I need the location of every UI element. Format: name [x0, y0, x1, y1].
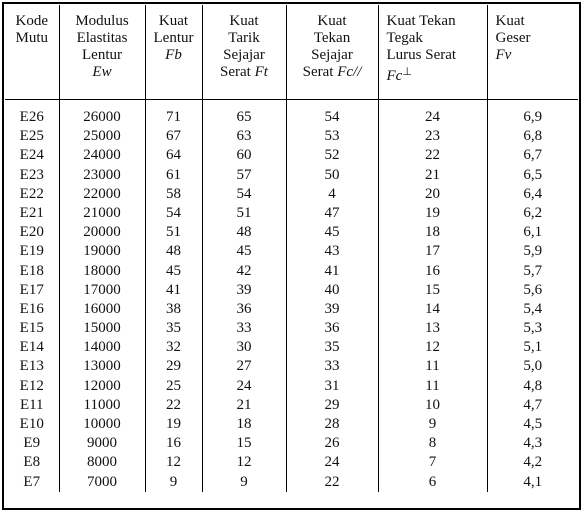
cell-modulus: 11000 — [59, 396, 145, 415]
cell-kuat-tekan: 52 — [286, 146, 378, 165]
table-frame — [2, 2, 581, 510]
table-row — [5, 453, 578, 472]
cell-kuat-tekan-tegak: 24 — [378, 100, 487, 128]
cell-kuat-lentur: 45 — [145, 262, 202, 281]
table-row — [5, 223, 578, 242]
cell-kuat-geser: 4,8 — [487, 377, 578, 396]
cell-kuat-tekan-tegak: 21 — [378, 166, 487, 185]
table-row — [5, 281, 578, 300]
cell-modulus: 13000 — [59, 357, 145, 376]
cell-kuat-lentur: 29 — [145, 357, 202, 376]
cell-kuat-tarik: 42 — [202, 262, 286, 281]
cell-kuat-tarik: 21 — [202, 396, 286, 415]
cell-kuat-geser: 6,8 — [487, 127, 578, 146]
cell-modulus: 9000 — [59, 434, 145, 453]
table-row — [5, 166, 578, 185]
cell-kuat-geser: 5,9 — [487, 242, 578, 261]
cell-modulus: 17000 — [59, 281, 145, 300]
cell-kuat-tekan: 26 — [286, 434, 378, 453]
cell-kode-mutu: E13 — [19, 358, 44, 375]
cell-kuat-tarik: 39 — [202, 281, 286, 300]
cell-kuat-geser: 4,3 — [487, 434, 578, 453]
cell-kuat-tekan-tegak: 13 — [378, 319, 487, 338]
cell-kuat-tekan-tegak: 17 — [378, 242, 487, 261]
table-row — [5, 396, 578, 415]
cell-kuat-tarik: 12 — [202, 453, 286, 472]
table-row — [5, 473, 578, 492]
cell-modulus: 12000 — [59, 377, 145, 396]
cell-kuat-tekan: 35 — [286, 338, 378, 357]
cell-kuat-tekan-tegak: 20 — [378, 185, 487, 204]
cell-kuat-tekan-tegak: 12 — [378, 338, 487, 357]
cell-kuat-tarik: 9 — [202, 473, 286, 492]
cell-modulus: 19000 — [59, 242, 145, 261]
cell-kuat-lentur: 71 — [145, 100, 202, 128]
cell-kode-mutu: E19 — [19, 243, 44, 260]
cell-kuat-tekan-tegak: 9 — [378, 415, 487, 434]
cell-kuat-tekan-tegak: 11 — [378, 377, 487, 396]
cell-kuat-lentur: 19 — [145, 415, 202, 434]
cell-kuat-geser: 5,3 — [487, 319, 578, 338]
cell-kuat-tarik: 65 — [202, 100, 286, 128]
cell-kuat-lentur: 9 — [145, 473, 202, 492]
cell-kuat-geser: 6,4 — [487, 185, 578, 204]
cell-kode-mutu: E15 — [19, 320, 44, 337]
cell-kuat-tekan-tegak: 23 — [378, 127, 487, 146]
cell-kode-mutu: E25 — [19, 128, 44, 145]
cell-kuat-lentur: 54 — [145, 204, 202, 223]
cell-modulus: 7000 — [59, 473, 145, 492]
cell-modulus: 20000 — [59, 223, 145, 242]
cell-kuat-tekan-tegak: 14 — [378, 300, 487, 319]
table-row — [5, 415, 578, 434]
cell-kuat-geser: 4,5 — [487, 415, 578, 434]
table-row — [5, 100, 578, 128]
table-row — [5, 185, 578, 204]
cell-modulus: 14000 — [59, 338, 145, 357]
cell-kuat-tekan: 4 — [286, 185, 378, 204]
cell-kode-mutu: E10 — [19, 416, 44, 432]
cell-kuat-lentur: 22 — [145, 396, 202, 415]
cell-kuat-lentur: 51 — [145, 223, 202, 242]
cell-kuat-lentur: 25 — [145, 377, 202, 396]
cell-modulus: 18000 — [59, 262, 145, 281]
table-row — [5, 357, 578, 376]
cell-kuat-geser: 5,0 — [487, 357, 578, 376]
cell-kuat-tarik: 24 — [202, 377, 286, 396]
cell-kuat-lentur: 12 — [145, 453, 202, 472]
header-kuat-geser: Kuat Geser Fv — [487, 5, 578, 100]
header-modulus: Modulus Elastitas Lentur Ew — [59, 5, 145, 100]
cell-kode-mutu: E12 — [19, 377, 44, 394]
cell-kuat-tarik: 51 — [202, 204, 286, 223]
cell-kuat-tekan-tegak: 8 — [378, 434, 487, 453]
cell-modulus: 21000 — [59, 204, 145, 223]
cell-kuat-tarik: 45 — [202, 242, 286, 261]
cell-kuat-tekan: 39 — [286, 300, 378, 319]
cell-kode-mutu: E22 — [19, 185, 44, 202]
cell-kuat-tarik: 36 — [202, 300, 286, 319]
cell-kuat-tekan: 50 — [286, 166, 378, 185]
cell-kuat-tekan-tegak: 11 — [378, 357, 487, 376]
cell-kuat-geser: 5,4 — [487, 300, 578, 319]
cell-kuat-lentur: 41 — [145, 281, 202, 300]
cell-kuat-geser: 5,7 — [487, 262, 578, 281]
cell-modulus: 26000 — [59, 100, 145, 128]
cell-kuat-tarik: 60 — [202, 146, 286, 165]
cell-kuat-geser: 6,5 — [487, 166, 578, 185]
table-row — [5, 242, 578, 261]
cell-kuat-tarik: 18 — [202, 415, 286, 434]
cell-kode-mutu: E21 — [19, 204, 44, 221]
cell-kuat-tarik: 30 — [202, 338, 286, 357]
cell-kode-mutu: E14 — [19, 339, 44, 356]
cell-kuat-tekan: 45 — [286, 223, 378, 242]
cell-kuat-lentur: 35 — [145, 319, 202, 338]
header-kode-mutu: Kode Mutu — [5, 5, 59, 100]
cell-modulus: 10000 — [59, 415, 145, 434]
table-row — [5, 377, 578, 396]
wood-strength-table — [5, 5, 578, 492]
header-kuat-tekan: Kuat Tekan Sejajar Serat Fc// — [286, 5, 378, 100]
cell-kode-mutu: E18 — [19, 262, 44, 279]
cell-kuat-tekan-tegak: 22 — [378, 146, 487, 165]
cell-kuat-tekan: 40 — [286, 281, 378, 300]
cell-modulus: 16000 — [59, 300, 145, 319]
cell-kuat-tekan: 33 — [286, 357, 378, 376]
table-row — [5, 204, 578, 223]
cell-kode-mutu: E8 — [23, 454, 41, 471]
cell-kuat-tekan: 22 — [286, 473, 378, 492]
cell-kuat-tekan: 31 — [286, 377, 378, 396]
cell-kuat-tarik: 63 — [202, 127, 286, 146]
cell-kuat-tekan: 43 — [286, 242, 378, 261]
cell-kuat-tarik: 15 — [202, 434, 286, 453]
cell-modulus: 24000 — [59, 146, 145, 165]
header-kuat-tekan-tegak: Kuat Tekan Tegak Lurus Serat Fc⊥ — [378, 5, 487, 100]
cell-modulus: 15000 — [59, 319, 145, 338]
cell-kuat-tarik: 54 — [202, 185, 286, 204]
cell-kuat-tekan: 36 — [286, 319, 378, 338]
header-kuat-tarik: Kuat Tarik Sejajar Serat Ft — [202, 5, 286, 100]
cell-kuat-tarik: 48 — [202, 223, 286, 242]
cell-kode-mutu: E23 — [19, 166, 44, 183]
cell-kuat-geser: 6,2 — [487, 204, 578, 223]
cell-kuat-tarik: 27 — [202, 357, 286, 376]
cell-kuat-tekan: 41 — [286, 262, 378, 281]
cell-kuat-tekan: 28 — [286, 415, 378, 434]
cell-kuat-geser: 5,6 — [487, 281, 578, 300]
cell-kuat-lentur: 61 — [145, 166, 202, 185]
cell-modulus: 23000 — [59, 166, 145, 185]
cell-kuat-geser: 5,1 — [487, 338, 578, 357]
table-row — [5, 338, 578, 357]
table-row — [5, 300, 578, 319]
cell-kuat-lentur: 58 — [145, 185, 202, 204]
cell-kuat-geser: 4,7 — [487, 396, 578, 415]
cell-modulus: 8000 — [59, 453, 145, 472]
cell-kuat-tekan: 29 — [286, 396, 378, 415]
cell-kuat-tekan: 47 — [286, 204, 378, 223]
cell-kuat-tekan-tegak: 16 — [378, 262, 487, 281]
cell-kode-mutu: E16 — [19, 300, 44, 317]
cell-kode-mutu: E20 — [19, 224, 44, 241]
table-row — [5, 146, 578, 165]
header-kuat-lentur: Kuat Lentur Fb — [145, 5, 202, 100]
cell-kuat-tekan-tegak: 18 — [378, 223, 487, 242]
cell-kuat-geser: 6,7 — [487, 146, 578, 165]
cell-kuat-tekan-tegak: 15 — [378, 281, 487, 300]
cell-kuat-tekan: 54 — [286, 100, 378, 128]
cell-kode-mutu: E26 — [19, 109, 44, 125]
cell-kuat-lentur: 67 — [145, 127, 202, 146]
cell-kuat-tekan-tegak: 6 — [378, 473, 487, 492]
table-row — [5, 127, 578, 146]
cell-kuat-lentur: 48 — [145, 242, 202, 261]
cell-kode-mutu: E7 — [23, 473, 41, 490]
cell-kuat-lentur: 32 — [145, 338, 202, 357]
cell-kuat-geser: 6,1 — [487, 223, 578, 242]
cell-kuat-tekan-tegak: 19 — [378, 204, 487, 223]
table-row — [5, 262, 578, 281]
cell-kuat-tarik: 57 — [202, 166, 286, 185]
perpendicular-symbol: ⊥ — [402, 66, 412, 78]
cell-kuat-geser: 4,2 — [487, 453, 578, 472]
cell-kuat-geser: 4,1 — [487, 473, 578, 492]
cell-kuat-tekan-tegak: 7 — [378, 453, 487, 472]
table-row — [5, 434, 578, 453]
cell-kuat-lentur: 16 — [145, 434, 202, 453]
cell-kode-mutu: E11 — [19, 396, 44, 413]
cell-kode-mutu: E24 — [19, 147, 44, 164]
cell-kuat-lentur: 38 — [145, 300, 202, 319]
cell-modulus: 22000 — [59, 185, 145, 204]
cell-modulus: 25000 — [59, 127, 145, 146]
table-row — [5, 319, 578, 338]
header-row — [5, 5, 578, 100]
cell-kuat-geser: 6,9 — [487, 100, 578, 128]
cell-kuat-tekan: 24 — [286, 453, 378, 472]
cell-kuat-tekan-tegak: 10 — [378, 396, 487, 415]
cell-kuat-tarik: 33 — [202, 319, 286, 338]
cell-kuat-lentur: 64 — [145, 146, 202, 165]
cell-kuat-tekan: 53 — [286, 127, 378, 146]
cell-kode-mutu: E9 — [23, 435, 41, 452]
cell-kode-mutu: E17 — [19, 281, 44, 298]
